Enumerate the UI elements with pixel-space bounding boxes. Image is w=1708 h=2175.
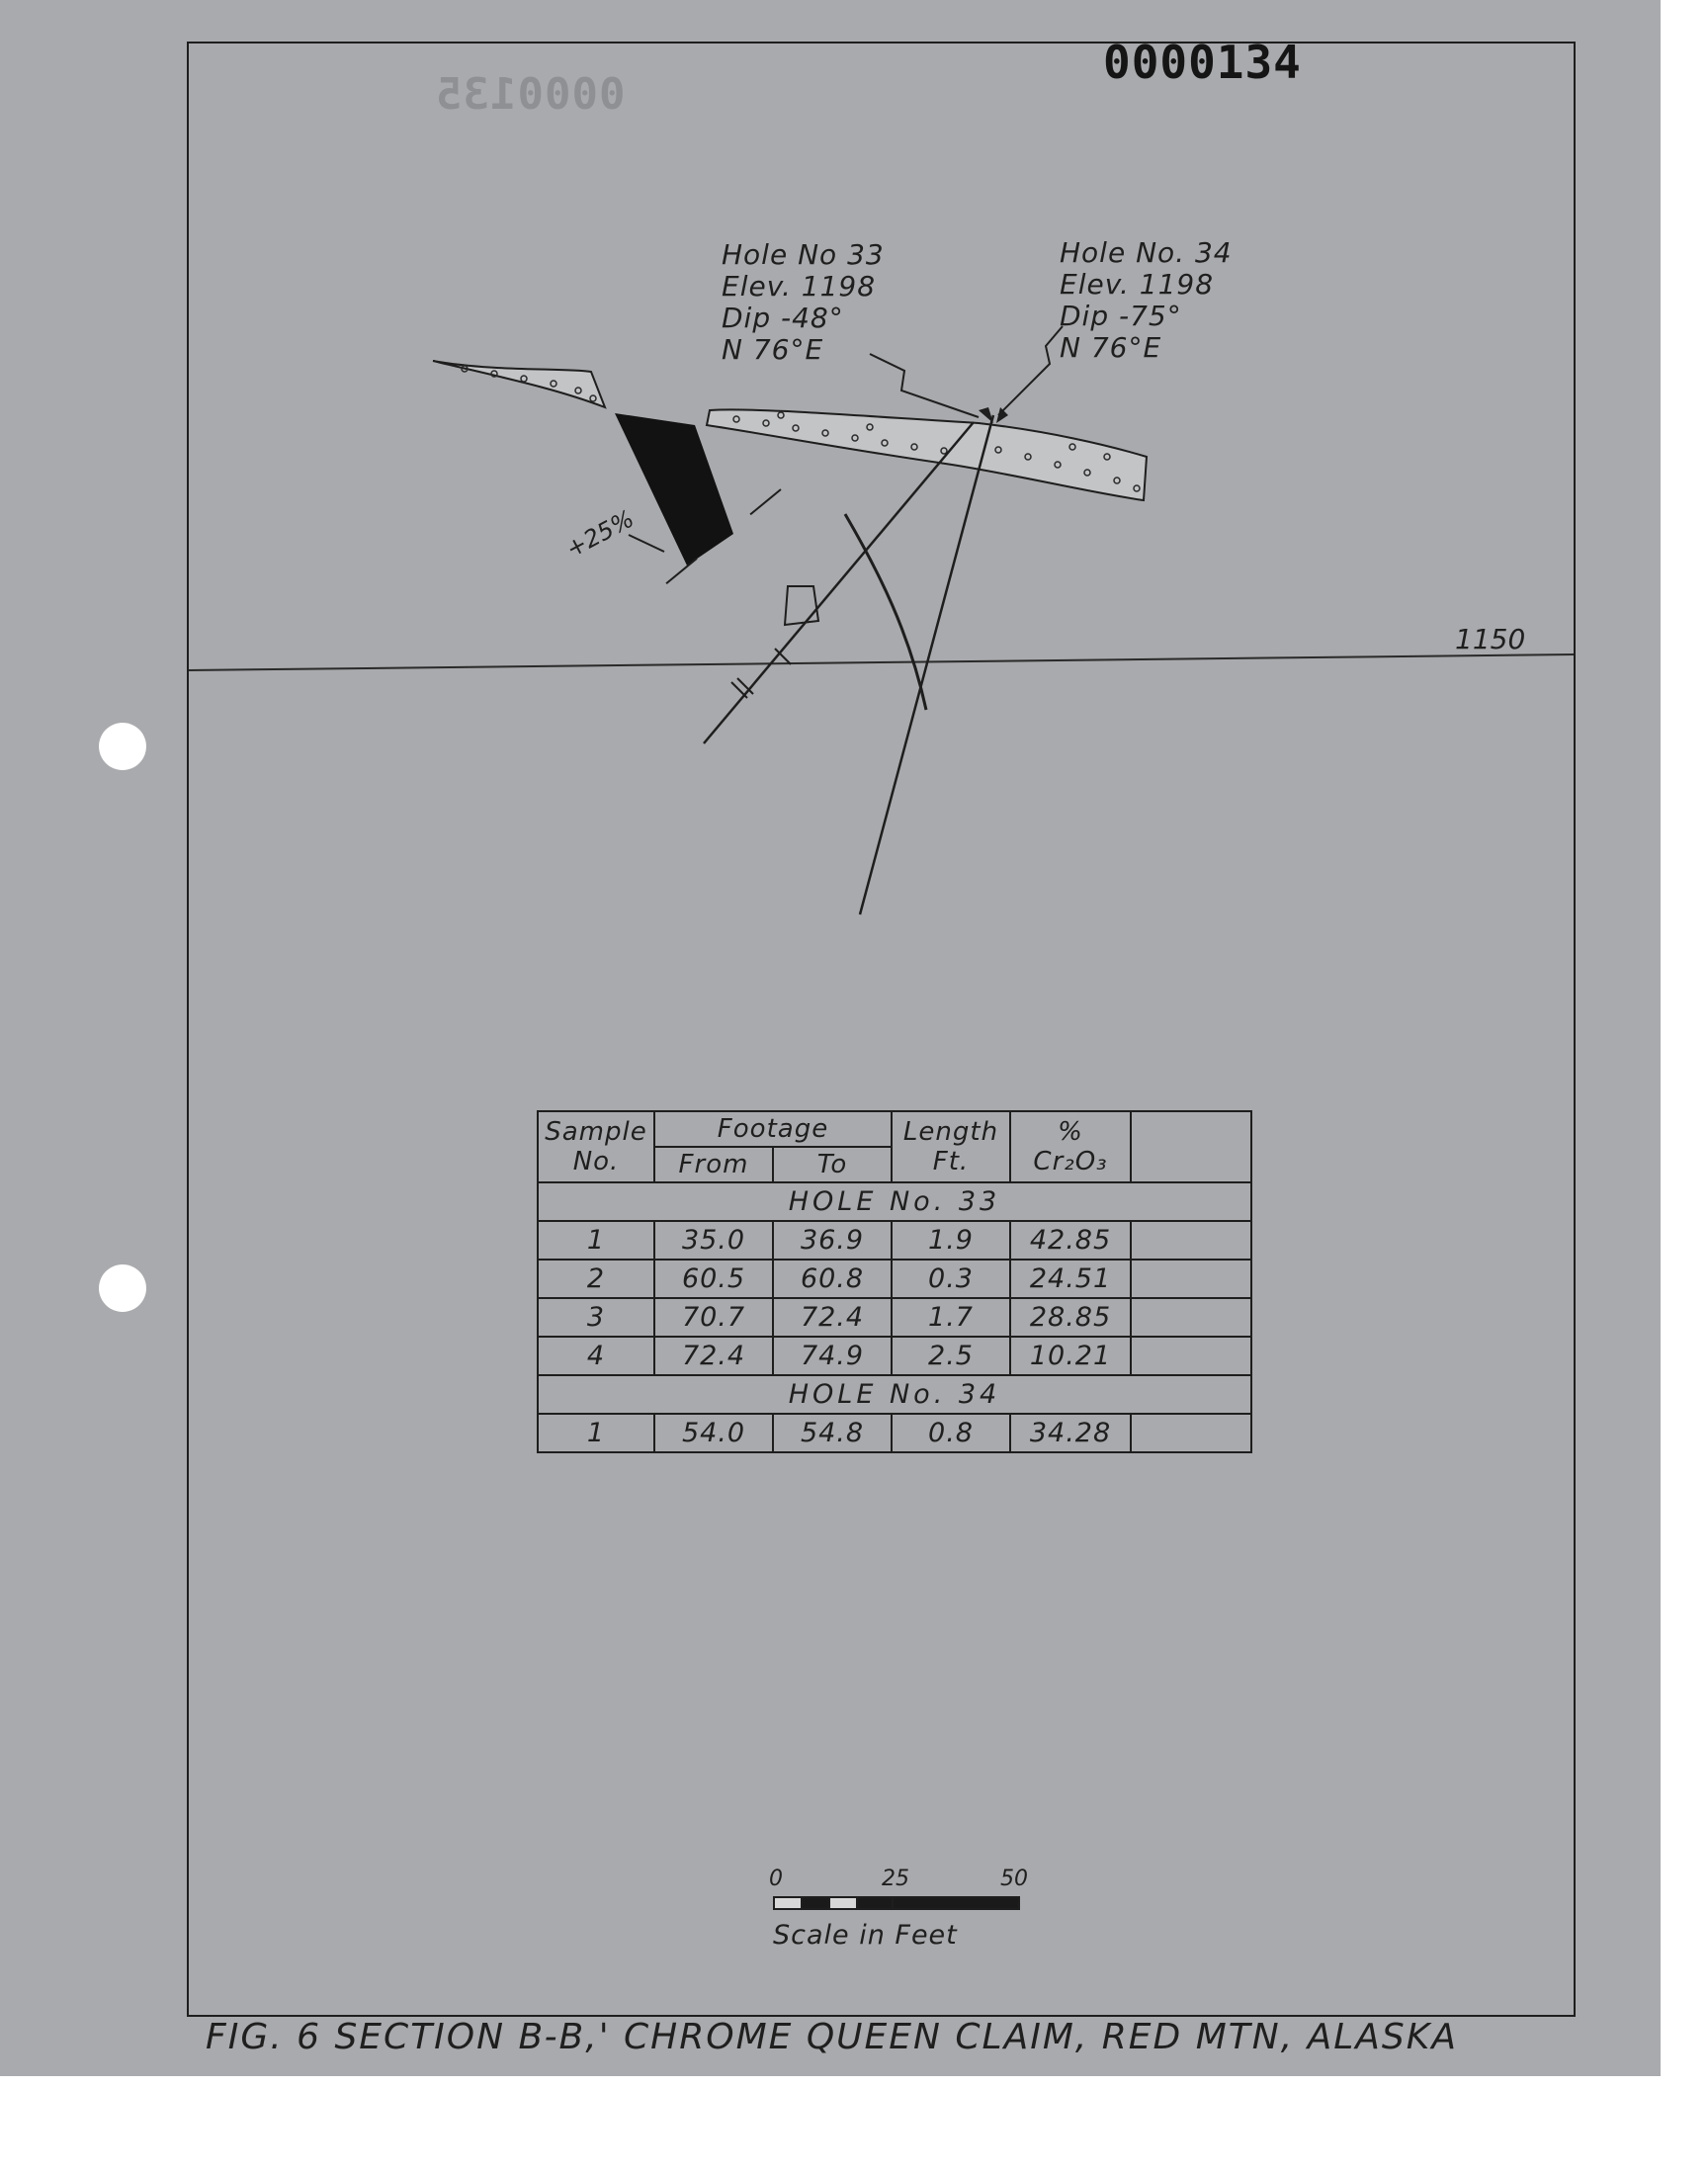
grade-label: +25% [561,504,640,564]
figure-caption: FIG. 6 SECTION B-B,' CHROME QUEEN CLAIM, RED MTN, ALASKA [206,2017,1458,2057]
hole-33-bearing: N 76°E [722,333,824,366]
document-number: 0000134 [1103,36,1302,89]
sample-cell: 4 [538,1337,654,1375]
sample-box [785,586,818,625]
length-header-line1: Length [902,1117,999,1147]
length-cell: 1.9 [892,1221,1010,1260]
scale-segment [773,1896,803,1910]
hole-34-leader [998,326,1063,415]
pct-header-line2: Cr₂O₃ [1033,1147,1108,1176]
blank-cell [1131,1298,1251,1337]
hole-34-elev: Elev. 1198 [1060,268,1215,301]
blank-header [1131,1111,1251,1182]
overburden-main [707,409,1147,500]
scale-tick-50: 50 [1000,1867,1028,1891]
pct-cell: 24.51 [1010,1260,1131,1298]
length-cell: 2.5 [892,1337,1010,1375]
scale-segment [801,1896,830,1910]
blank-cell [1131,1337,1251,1375]
blank-cell [1131,1221,1251,1260]
length-header-line2: Ft. [932,1147,970,1176]
scale-tick-0: 0 [769,1867,783,1891]
hole-33-section-header: HOLE No. 33 [538,1182,1251,1221]
hole-34-bearing: N 76°E [1060,331,1162,364]
length-header [892,1111,1010,1182]
sample-cell: 1 [538,1414,654,1452]
from-cell: 35.0 [654,1221,773,1260]
sample-cell: 3 [538,1298,654,1337]
pct-header-line1: % [1058,1117,1083,1147]
from-header: From [654,1147,773,1182]
sample-header [538,1111,654,1182]
blank-cell [1131,1260,1251,1298]
scale-segment [892,1896,1020,1910]
sample-header-line1: Sample [545,1117,647,1147]
scale-segment [856,1896,894,1910]
chromite-lens [615,413,733,566]
table-row [538,1221,1251,1260]
overburden-left [433,361,605,407]
from-cell: 70.7 [654,1298,773,1337]
table-row [538,1298,1251,1337]
hole-34-trace [860,415,993,914]
footage-header: Footage [654,1111,892,1147]
hole-34-dip: Dip -75° [1060,300,1182,332]
sample-header-line2: No. [572,1147,620,1176]
from-cell: 72.4 [654,1337,773,1375]
pct-cell: 28.85 [1010,1298,1131,1337]
length-cell: 0.3 [892,1260,1010,1298]
pct-cell: 42.85 [1010,1221,1131,1260]
length-cell: 1.7 [892,1298,1010,1337]
sample-cell: 2 [538,1260,654,1298]
pct-header [1010,1111,1131,1182]
hole-33-dip: Dip -48° [722,302,844,334]
grade-pointer [629,535,664,552]
sample-cell: 1 [538,1221,654,1260]
elevation-line [189,654,1574,670]
table-row [538,1337,1251,1375]
to-header: To [773,1147,892,1182]
from-cell: 54.0 [654,1414,773,1452]
hole-33-leader [870,354,979,417]
to-cell: 72.4 [773,1298,892,1337]
collar-arrow [979,407,993,423]
collar-arrow [996,407,1008,423]
blank-cell [1131,1414,1251,1452]
length-cell: 0.8 [892,1414,1010,1452]
to-cell: 54.8 [773,1414,892,1452]
from-cell: 60.5 [654,1260,773,1298]
to-cell: 74.9 [773,1337,892,1375]
to-cell: 60.8 [773,1260,892,1298]
table-row [538,1414,1251,1452]
hole-34-section-header: HOLE No. 34 [538,1375,1251,1414]
scale-caption: Scale in Feet [773,1920,958,1951]
hole-33-name: Hole No 33 [722,238,885,271]
scale-segment [828,1896,858,1910]
hole-33-elev: Elev. 1198 [722,270,877,303]
hole-34-name: Hole No. 34 [1060,236,1233,269]
fault-line [845,514,926,710]
scale-tick-25: 25 [882,1867,909,1891]
elevation-label: 1150 [1455,623,1526,655]
table-row [538,1260,1251,1298]
pct-cell: 10.21 [1010,1337,1131,1375]
to-cell: 36.9 [773,1221,892,1260]
hole-33-ticks [731,649,791,698]
hole-34-label [1060,237,1233,364]
sample-table [537,1110,1252,1453]
pct-cell: 34.28 [1010,1414,1131,1452]
hole-33-label [722,239,885,366]
bleed-through-number: 0000135 [435,69,626,120]
